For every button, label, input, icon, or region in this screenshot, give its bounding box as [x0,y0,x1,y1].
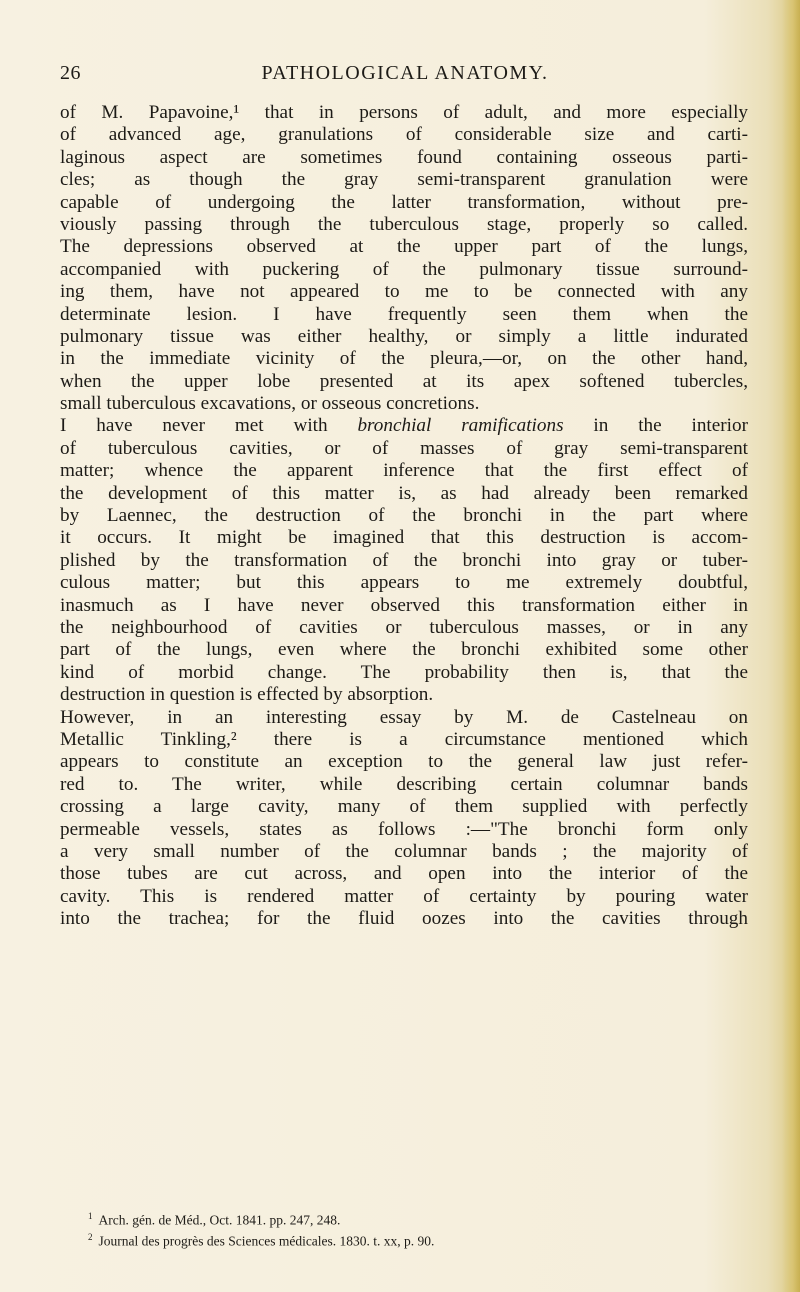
text-line: determinate lesion. I have frequently seen them when the [60,303,748,325]
footnote-mark: 2 [88,1231,93,1242]
footnote-text: Journal des progrès des Sciences médicales. 1830. t. xx, p. 90. [98,1233,435,1248]
text-line: appears to constitute an exception to the general law just refer- [60,751,748,773]
text-line: ing them, have not appeared to me to be connected with any [60,281,748,303]
text-line: cavity. This is rendered matter of certainty by pouring water [60,885,748,907]
text-line: the neighbourhood of cavities or tuberculous masses, or in any [60,616,748,638]
text-line: when the upper lobe presented at its apex softened tubercles, [60,370,748,392]
text-line: of tuberculous cavities, or of masses of gray semi-transparent [60,437,748,459]
page-number: 26 [60,62,81,84]
text-line: kind of morbid change. The probability then is, that the [60,661,748,683]
text-line: permeable vessels, states as follows :—"The bronchi form only [60,818,748,840]
page-edge [782,0,800,1292]
text-line: of advanced age, granulations of considerable size and carti- [60,124,748,146]
text-line: into the trachea; for the fluid oozes into the cavities through [60,908,748,930]
text-line: viously passing through the tuberculous stage, properly so called. [60,213,748,235]
text-line: cles; as though the gray semi-transparent granulation were [60,169,748,191]
text-line: of M. Papavoine,¹ that in persons of adult, and more especially [60,102,748,123]
text-line: inasmuch as I have never observed this transformation either in [60,594,748,616]
text-line: part of the lungs, even where the bronchi exhibited some other [60,639,748,661]
text-line: capable of undergoing the latter transformation, without pre- [60,191,748,213]
italic-phrase: bronchial ramifications [357,415,564,437]
text-line: a very small number of the columnar bands ; the majority of [60,840,748,862]
text-line: in the immediate vicinity of the pleura,—or, on the other hand, [60,348,748,370]
text-line: matter; whence the apparent inference that the first effect of [60,460,748,482]
footnote-text: Arch. gén. de Méd., Oct. 1841. pp. 247, 248. [98,1212,341,1228]
text-line: plished by the transformation of the bronchi into gray or tuber- [60,549,748,571]
text-line: by Laennec, the destruction of the bronchi in the part where [60,505,748,527]
footnotes [88,1208,748,1249]
footnote [88,1208,748,1229]
text-line: destruction in question is effected by absorption. [60,684,434,706]
text-line: accompanied with puckering of the pulmonary tissue surround- [60,258,748,280]
footnote-mark: 1 [88,1211,93,1221]
footnote [88,1229,748,1250]
running-head: PATHOLOGICAL ANATOMY. [261,62,549,84]
text-line: The depressions observed at the upper part of the lungs, [60,236,748,258]
text-line: However, in an interesting essay by M. de Castelneau on [60,706,748,728]
text-line: small tuberculous excavations, or osseous concretions. [60,393,480,415]
text-line: Metallic Tinkling,² there is a circumstance mentioned which [60,728,748,750]
text-line: laginous aspect are sometimes found containing osseous parti- [60,146,748,168]
text-line: pulmonary tissue was either healthy, or simply a little indurated [60,325,748,347]
text-line: red to. The writer, while describing certain columnar bands [60,773,748,795]
body-text [60,102,748,930]
text-line: culous matter; but this appears to me extremely doubtful, [60,572,748,594]
text-line: it occurs. It might be imagined that this destruction is accom- [60,527,748,549]
text-line: I have never met with bronchial ramifications in the interior [60,415,748,437]
text-line: crossing a large cavity, many of them supplied with perfectly [60,796,748,818]
page-header [60,62,750,88]
text-line: those tubes are cut across, and open into the interior of the [60,863,748,885]
text-line: the development of this matter is, as had already been remarked [60,482,748,504]
